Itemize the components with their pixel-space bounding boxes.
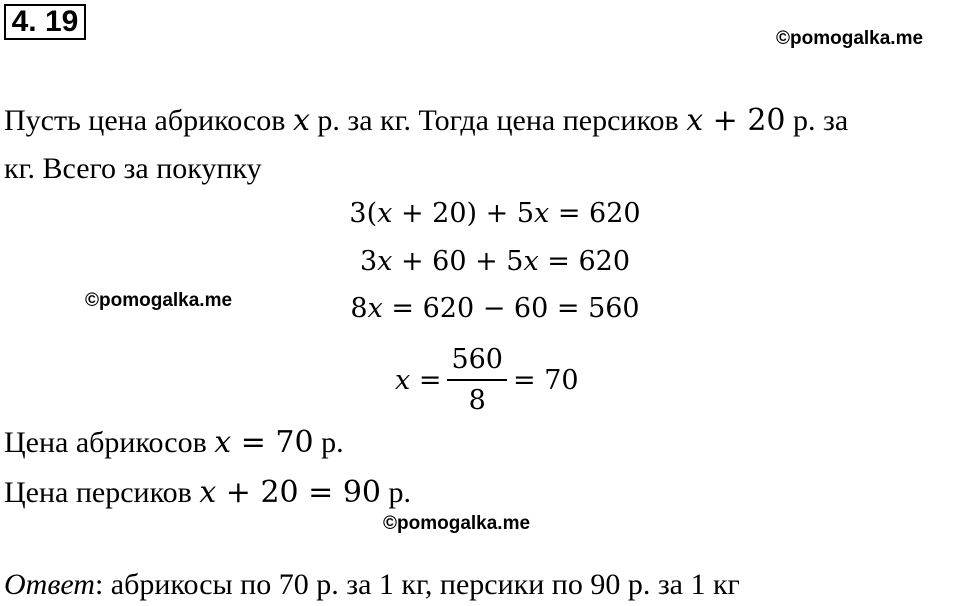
text-line-1-part-a: Пусть цена абрикосов xyxy=(4,104,293,137)
math-x-2: x xyxy=(686,103,704,138)
watermark-top-right: ©pomogalka.me xyxy=(776,28,924,49)
text-line-1-part-b: р. за кг. Тогда цена персиков xyxy=(309,104,687,137)
math-x-eq-70: x = 70 xyxy=(214,425,314,460)
eq4-rhs: = 70 xyxy=(513,364,579,396)
equation-2: 3x + 60 + 5x = 620 xyxy=(359,246,631,277)
math-x: x xyxy=(292,103,310,138)
text-line-3-part-a: Цена абрикосов xyxy=(4,426,215,459)
task-number-box xyxy=(4,4,86,40)
math-x-plus-20: x + 20 xyxy=(686,103,786,138)
equation-4: x = $\frac{560}{8}$ = 70 xyxy=(395,344,579,416)
equation-3: 8x = 620 − 60 = 560 xyxy=(350,293,640,324)
watermark-left: ©pomogalka.me xyxy=(85,290,233,311)
watermark-bottom: ©pomogalka.me xyxy=(383,513,531,534)
answer-line xyxy=(4,570,740,600)
equation-1: 3(x + 20) + 5x = 620 xyxy=(349,198,641,229)
text-line-2: кг. Всего за покупку xyxy=(4,152,262,185)
fraction-denominator: 8 xyxy=(468,385,486,416)
text-line-3-part-b: р. xyxy=(313,426,344,459)
answer-text: : абрикосы по 70 р. за 1 кг, персики по 90 р. за 1 кг xyxy=(94,568,740,601)
fraction xyxy=(447,344,507,416)
fraction-numerator: 560 xyxy=(447,344,507,381)
text-line-1-part-c: р. за xyxy=(785,104,849,137)
text-line-1 xyxy=(4,103,849,138)
text-line-4 xyxy=(4,475,411,510)
answer-label: Ответ xyxy=(4,568,95,601)
text-line-4-part-a: Цена персиков xyxy=(4,476,200,509)
eq4-lhs-x: x xyxy=(395,364,411,396)
text-line-4-part-b: р. xyxy=(381,476,411,509)
text-line-3 xyxy=(4,425,344,460)
task-number: 4. 19 xyxy=(11,5,79,38)
math-x20-eq-90: x + 20 = 90 xyxy=(199,475,381,510)
